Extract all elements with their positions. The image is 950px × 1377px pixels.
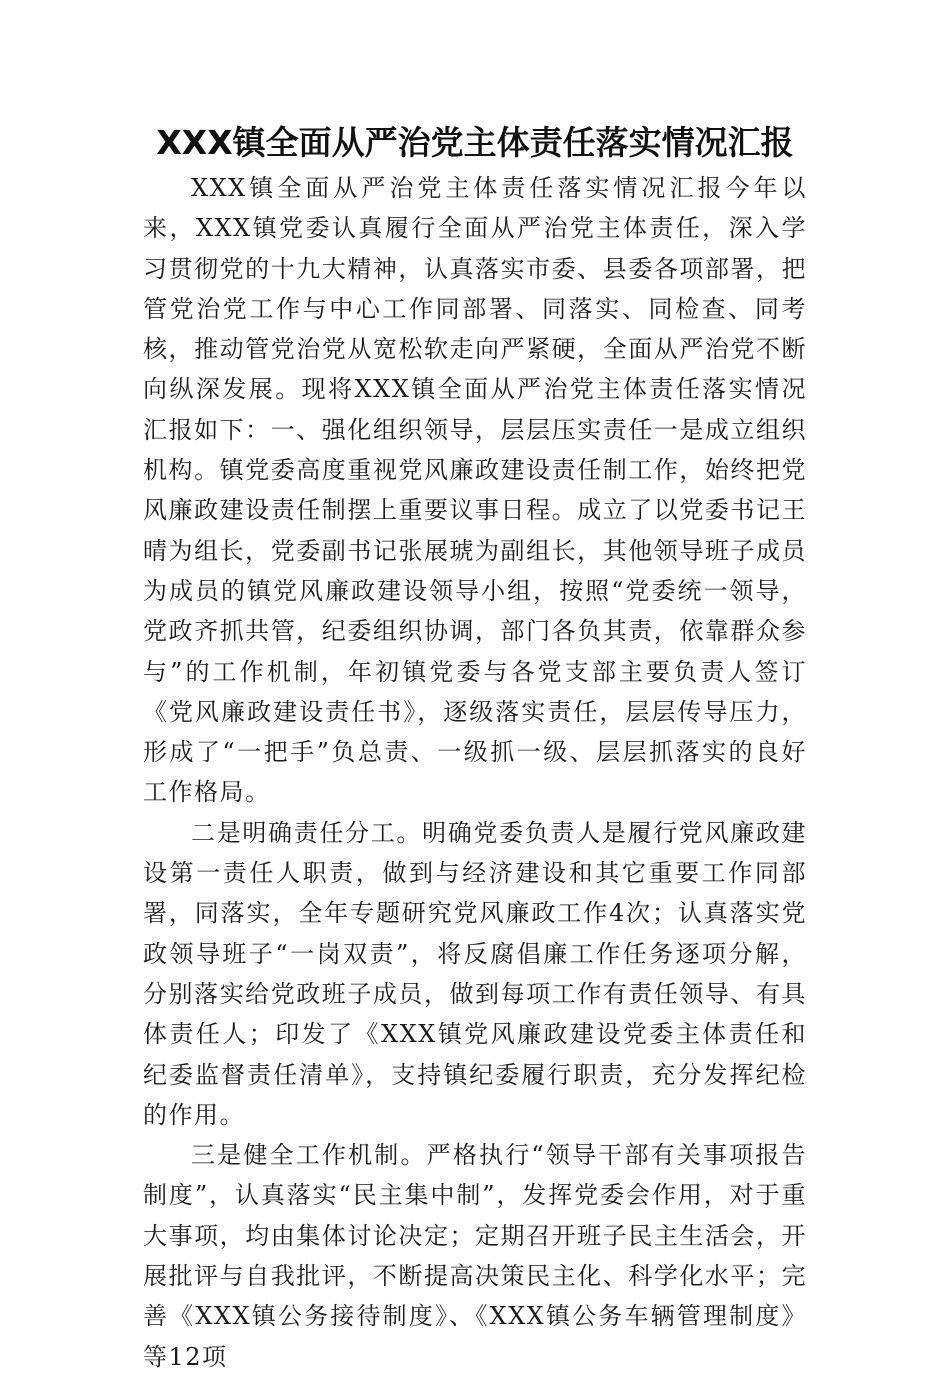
document-title: XXX镇全面从严治党主体责任落实情况汇报 [156,123,794,162]
paragraph-2: 二是明确责任分工。明确党委负责人是履行党风廉政建设第一责任人职责，做到与经济建设和其它重要工作同部署，同落实，全年专题研究党风廉政工作4次；认真落实党政领导班子“一岗双责”，将反腐倡廉工作任务逐项分解，分别落实给党政班子成员，做到每项工作有责任领导、有具体责任人；印发了《XXX镇党风廉政建设党委主体责任和纪委监督责任清单》，支持镇纪委履行职责，充分发挥纪检的作用。 [143,818,807,1129]
document-body [143,168,807,1377]
paragraph-3: 三是健全工作机制。严格执行“领导干部有关事项报告制度”，认真落实“民主集中制”，发挥党委会作用，对于重大事项，均由集体讨论决定；定期召开班子民主生活会，开展批评与自我批评，不断提高决策民主化、科学化水平；完善《XXX镇公务接待制度》、《XXX镇公务车辆管理制度》等12项 [143,1141,807,1371]
paragraph-1: XXX镇全面从严治党主体责任落实情况汇报今年以来，XXX镇党委认真履行全面从严治党主体责任，深入学习贯彻党的十九大精神，认真落实市委、县委各项部署，把管党治党工作与中心工作同部署、同落实、同检查、同考核，推动管党治党从宽松软走向严紧硬，全面从严治党不断向纵深发展。现将XXX镇全面从严治党主体责任落实情况汇报如下：一、强化组织领导，层层压实责任一是成立组织机构。镇党委高度重视党风廉政建设责任制工作，始终把党风廉政建设责任制摆上重要议事日程。成立了以党委书记王晴为组长，党委副书记张展琥为副组长，其他领导班子成员为成员的镇党风廉政建设领导小组，按照“党委统一领导，党政齐抓共管，纪委组织协调，部门各负其责，依靠群众参与”的工作机制，年初镇党委与各党支部主要负责人签订《党风廉政建设责任书》，逐级落实责任，层层传导压力，形成了“一把手”负总责、一级抓一级、层层抓落实的良好工作格局。 [143,174,807,807]
